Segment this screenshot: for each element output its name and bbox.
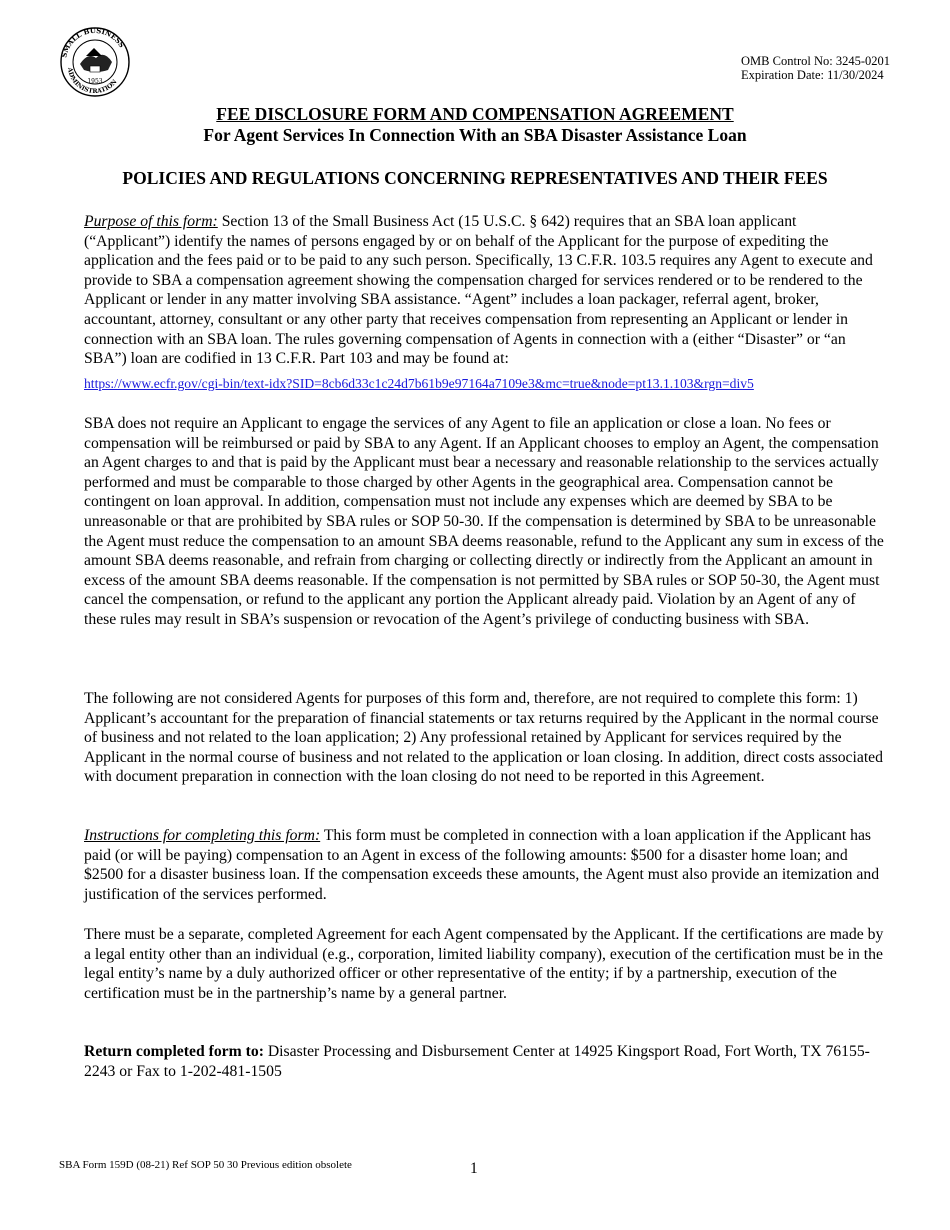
policies-heading: POLICIES AND REGULATIONS CONCERNING REPRESENTATIVES AND THEIR FEES [122, 168, 828, 188]
not-agents-paragraph: The following are not considered Agents for purposes of this form and, therefore, are not required to complete this form: 1) Applicant’s accountant for the preparation of financial statements or tax returns required by the Applicant in the normal course of business and not related to the loan application; 2) Any professional retained by Applicant for services required by the Applicant in the normal course of business and not related to the application or loan closing. In addition, direct costs associated with document preparation in connection with the loan closing do not need to be reported in this Agreement. [84, 690, 883, 786]
expiration-date: Expiration Date: 11/30/2024 [741, 68, 884, 82]
svg-text:ADMINISTRATION: ADMINISTRATION [65, 67, 119, 96]
sba-seal-logo [56, 26, 134, 98]
omb-info [741, 54, 890, 82]
purpose-lead: Purpose of this form: [84, 213, 218, 230]
instructions-text: This form must be completed in connection with a loan application if the Applicant has paid (or will be paying) compensation to an Agent in excess of the following amounts: $500 for a disaster home loan; and $2500 for a disaster business loan. If the compensation exceeds these amounts, the Agent must also provide an itemization and justification of the services performed. [84, 827, 880, 903]
return-lead: Return completed form to: [84, 1043, 264, 1060]
form-identifier: SBA Form 159D (08-21) Ref SOP 50 30 Previous edition obsolete [59, 1159, 352, 1171]
separate-agreement-paragraph: There must be a separate, completed Agreement for each Agent compensated by the Applicant. If the certifications are made by a legal entity other than an individual (e.g., corporation, limited liability company), execution of the certification must be in the legal entity’s name by a duly authorized officer or other representative of the entity; if by a partnership, execution of the certification must be in the partnership’s name by a general partner. [84, 926, 884, 1002]
title-block [0, 104, 950, 189]
instructions-paragraph [84, 826, 884, 904]
svg-text:SMALL BUSINESS: SMALL BUSINESS [59, 26, 127, 59]
instructions-lead: Instructions for completing this form: [84, 827, 321, 844]
return-paragraph [84, 1042, 884, 1081]
agent-rules-paragraph: SBA does not require an Applicant to engage the services of any Agent to file an application or close a loan. No fees or compensation will be reimbursed or paid by SBA to any Agent. If an Applicant chooses to employ an Agent, the compensation an Agent charges to and that is paid by the Applicant must bear a necessary and reasonable relationship to the services actually performed and must be comparable to those charged by other Agents in the geographical area. Compensation cannot be contingent on loan approval. In addition, compensation must not include any expenses which are deemed by SBA to be unreasonable or that are prohibited by SBA rules or SOP 50-30. If the compensation is determined by SBA to be unreasonable the Agent must reduce the compensation to an amount SBA deems reasonable, refund to the Applicant any sum in excess of the amount SBA deems reasonable, and refrain from charging or collecting directly or indirectly from the Applicant an amount in excess of the amount SBA deems reasonable. If the compensation is not permitted by SBA rules or SOP 50-30, the Agent must cancel the compensation, or refund to the applicant any portion the Applicant already paid. Violation by an Agent of any of these rules may result in SBA’s suspension or revocation of the Agent’s privilege of conducting business with SBA. [84, 415, 884, 628]
return-text: Disaster Processing and Disbursement Center at 14925 Kingsport Road, Fort Worth, TX 76155-2243 or Fax to 1-202-481-1505 [84, 1043, 870, 1080]
purpose-text: Section 13 of the Small Business Act (15 U.S.C. § 642) requires that an SBA loan applicant (“Applicant”) identify the names of persons engaged by or on behalf of the Applicant for the purpose of expediting the application and the fees paid or to be paid to any such person. Specifically, 13 C.F.R. 103.5 requires any Agent to execute and provide to SBA a compensation agreement showing the compensation charged for services rendered or to be rendered to the Applicant or lender in any matter involving SBA assistance. “Agent” includes a loan packager, referral agent, broker, accountant, attorney, consultant or any other party that receives compensation from representing an Applicant or lender in connection with an SBA loan. The rules governing compensation of Agents in connection with a (either “Disaster” or “an SBA”) loan are codified in 13 C.F.R. Part 103 and may be found at: [84, 213, 873, 368]
ecfr-link[interactable]: https://www.ecfr.gov/cgi-bin/text-idx?SID=8cb6d33c1c24d7b61b9e97164a7109e3&mc=true&node=pt13.1.103&rgn=div5 [84, 376, 754, 391]
seal-year: 1953 [87, 78, 103, 85]
form-subtitle: For Agent Services In Connection With an SBA Disaster Assistance Loan [203, 125, 747, 145]
omb-control-number: OMB Control No: 3245-0201 [741, 54, 890, 68]
form-title: FEE DISCLOSURE FORM AND COMPENSATION AGREEMENT [216, 104, 734, 124]
page-number: 1 [470, 1160, 478, 1177]
purpose-paragraph [84, 212, 884, 369]
